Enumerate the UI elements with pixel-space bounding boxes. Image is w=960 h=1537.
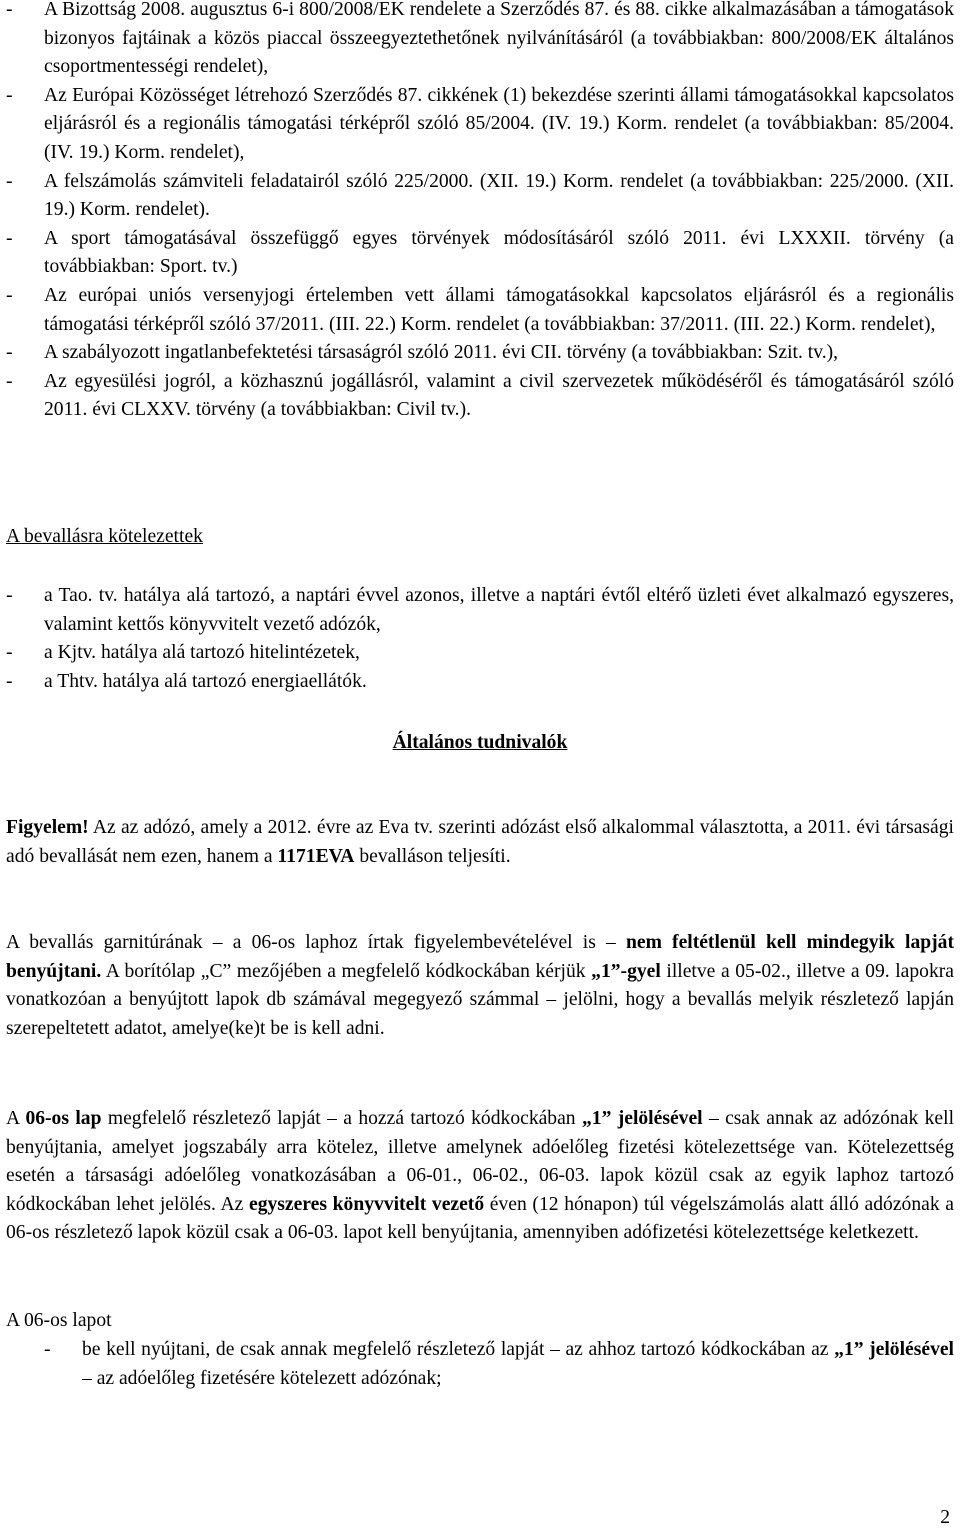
obligated-list: [6, 582, 954, 696]
list-item: - a Thtv. hatálya alá tartozó energiaellátók.: [6, 670, 367, 692]
list-item: - Az európai uniós versenyjogi értelemben vett állami támogatásokkal kapcsolatos eljárásról és a regionális támogatási térképről szóló 37/2011. (III. 22.) Korm. rendelet (a továbbiakban: 37/2011. (III. 22.) Korm. rendelet),: [6, 284, 954, 335]
paragraph-forms-set: A bevallás garnitúrának – a 06-os laphoz írtak figyelembevételével is – nem feltétlenül kell mindegyik lapját benyújtani. A borítólap „C” mezőjében a megfelelő kódkockában kérjük „1”-gyel illetve a 05-02., illetve a 09. lapokra vonatkozóan a benyújtott lapok db számával megegyező számmal – jelölni, hogy a bevallás melyik részletező lapján szerepeltetett adatot, amelye(ke)t be is kell adni.: [6, 932, 954, 1039]
list-item: - A sport támogatásával összefüggő egyes törvények módosításáról szóló 2011. évi LXXXII. törvény (a továbbiakban: Sport. tv.): [6, 227, 954, 278]
list-item: - a Tao. tv. hatálya alá tartozó, a naptári évvel azonos, illetve a naptári évtől eltérő üzleti évet alkalmazó egyszeres, valamint kettős könyvvitelt vezető adózók,: [6, 585, 954, 635]
paragraph-sheet-06-intro: A 06-os lapot: [6, 1310, 112, 1331]
list-item: - be kell nyújtani, de csak annak megfelelő részletező lapját – az ahhoz tartozó kódkockában az „1” jelölésével – az adóelőleg fizetésére kötelezett adózónak;: [44, 1339, 955, 1389]
list-item: - Az Európai Közösséget létrehozó Szerződés 87. cikkének (1) bekezdése szerinti állami támogatásokkal kapcsolatos eljárásról és a regionális támogatási térképről szóló 85/2004. (IV. 19.) Korm. rendelet (a továbbiakban: 85/2004. (IV. 19.) Korm. rendelet),: [6, 84, 954, 163]
list-item: - A felszámolás számviteli feladatairól szóló 225/2000. (XII. 19.) Korm. rendelet (a továbbiakban: 225/2000. (XII. 19.) Korm. rendelet).: [6, 170, 954, 221]
list-item: - A Bizottság 2008. augusztus 6-i 800/2008/EK rendelete a Szerződés 87. és 88. cikke alkalmazásában a támogatások bizonyos fajtáinak a közös piaccal összeegyeztethetőnek nyilvánításáról (a továbbiakban: 800/2008/EK általános csoportmentességi rendelet),: [6, 0, 954, 78]
paragraph-warning: Figyelem! Az az adózó, amely a 2012. évre az Eva tv. szerinti adózást első alkalommal választotta, a 2011. évi társasági adó bevallását nem ezen, hanem a 1171EVA bevalláson teljesíti.: [6, 817, 954, 867]
list-item: - a Kjtv. hatálya alá tartozó hitelintézetek,: [6, 642, 360, 664]
sheet-06-list: [44, 1336, 954, 1393]
section-heading-general-info: Általános tudnivalók: [392, 732, 568, 753]
list-item: - A szabályozott ingatlanbefektetési társaságról szóló 2011. évi CII. törvény (a továbbiakban: Szit. tv.),: [6, 342, 839, 364]
list-item: - Az egyesülési jogról, a közhasznú jogállásról, valamint a civil szervezetek működéséről és támogatásáról szóló 2011. évi CLXXV. törvény (a továbbiakban: Civil tv.).: [6, 370, 954, 421]
paragraph-sheet-06: A 06-os lap megfelelő részletező lapját – a hozzá tartozó kódkockában „1” jelölésével – csak annak az adózónak kell benyújtania, amelyet jogszabály arra kötelez, illetve amelynek adóelőleg fizetési kötelezettsége van. Kötelezettség esetén a társasági adóelőleg vonatkozásában a 06-01., 06-02., 06-03. lapok közül csak az egyik laphoz tartozó kódkockában lehet jelölés. Az egyszeres könyvvitelt vezető éven (12 hónapon) túl végelszámolás alatt álló adózónak a 06-os részletező lapok közül csak a 06-03. lapot kell benyújtania, amennyiben adófizetési kötelezettsége keletkezett.: [6, 1108, 955, 1244]
section-heading-obligated: A bevallásra kötelezettek: [6, 526, 203, 547]
page-number: 2: [940, 1507, 950, 1528]
legal-references-list: [6, 0, 954, 425]
